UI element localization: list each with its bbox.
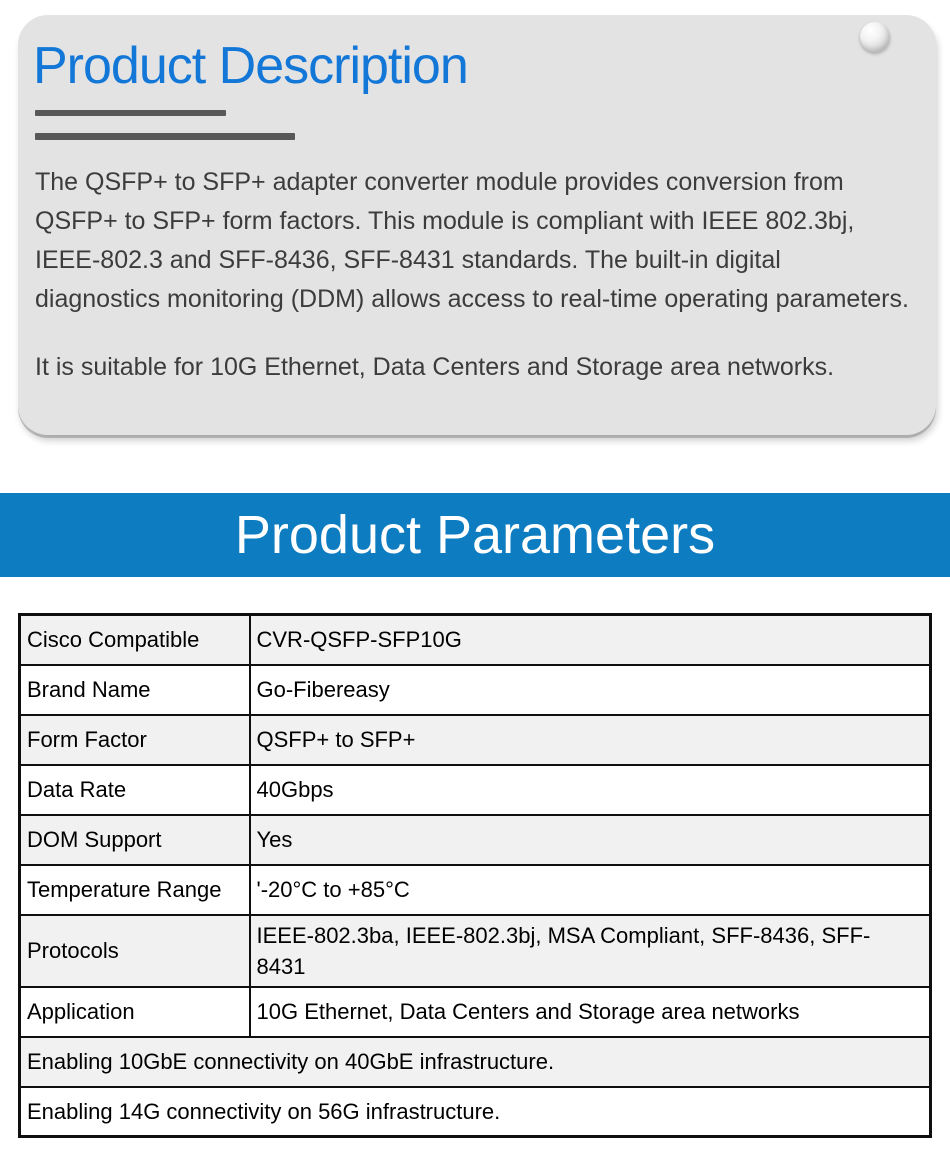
spec-row-data-rate	[20, 765, 931, 815]
note-text: Enabling 10GbE connectivity on 40GbE infrastructure.	[20, 1037, 931, 1087]
suitability-paragraph: It is suitable for 10G Ethernet, Data Centers and Storage area networks.	[35, 352, 835, 381]
spec-value: '-20°C to +85°C	[250, 865, 931, 915]
divider-bar-long	[35, 133, 295, 140]
note-row-10gbe	[20, 1037, 931, 1087]
spec-label: Form Factor	[20, 715, 250, 765]
parameters-banner-title: Product Parameters	[234, 505, 716, 565]
spec-value: Yes	[250, 815, 931, 865]
spec-label: Protocols	[20, 915, 250, 987]
spec-value: 40Gbps	[250, 765, 931, 815]
note-text: Enabling 14G connectivity on 56G infrastructure.	[20, 1087, 931, 1137]
spec-label: Temperature Range	[20, 865, 250, 915]
card-title: Product Description	[33, 37, 468, 95]
description-paragraph: The QSFP+ to SFP+ adapter converter module provides conversion from QSFP+ to SFP+ form factors. This module is compliant with IEEE 802.3bj, IEEE-802.3 and SFF-8436, SFF-8431 standards. The built-in digital diagnostics monitoring (DDM) allows access to real-time operating parameters.	[35, 167, 909, 313]
spec-value: CVR-QSFP-SFP10G	[250, 615, 931, 665]
spec-row-cisco-compatible	[20, 615, 931, 665]
spec-label: Cisco Compatible	[20, 615, 250, 665]
spec-label: DOM Support	[20, 815, 250, 865]
parameters-table	[18, 613, 932, 1138]
spec-row-brand-name	[20, 665, 931, 715]
spec-row-application	[20, 987, 931, 1037]
parameters-banner	[0, 493, 950, 577]
spec-label: Brand Name	[20, 665, 250, 715]
spec-label: Application	[20, 987, 250, 1037]
spec-value: IEEE-802.3ba, IEEE-802.3bj, MSA Compliant, SFF-8436, SFF-8431	[250, 915, 931, 987]
spec-row-dom-support	[20, 815, 931, 865]
product-description-card	[18, 15, 936, 435]
spec-label: Data Rate	[20, 765, 250, 815]
note-row-14g	[20, 1087, 931, 1137]
glossy-sphere-decoration-icon	[860, 22, 890, 52]
divider-bar-short	[35, 110, 226, 116]
spec-value: Go-Fibereasy	[250, 665, 931, 715]
spec-row-protocols	[20, 915, 931, 987]
spec-value: QSFP+ to SFP+	[250, 715, 931, 765]
spec-value: 10G Ethernet, Data Centers and Storage area networks	[250, 987, 931, 1037]
spec-row-form-factor	[20, 715, 931, 765]
spec-row-temperature-range	[20, 865, 931, 915]
